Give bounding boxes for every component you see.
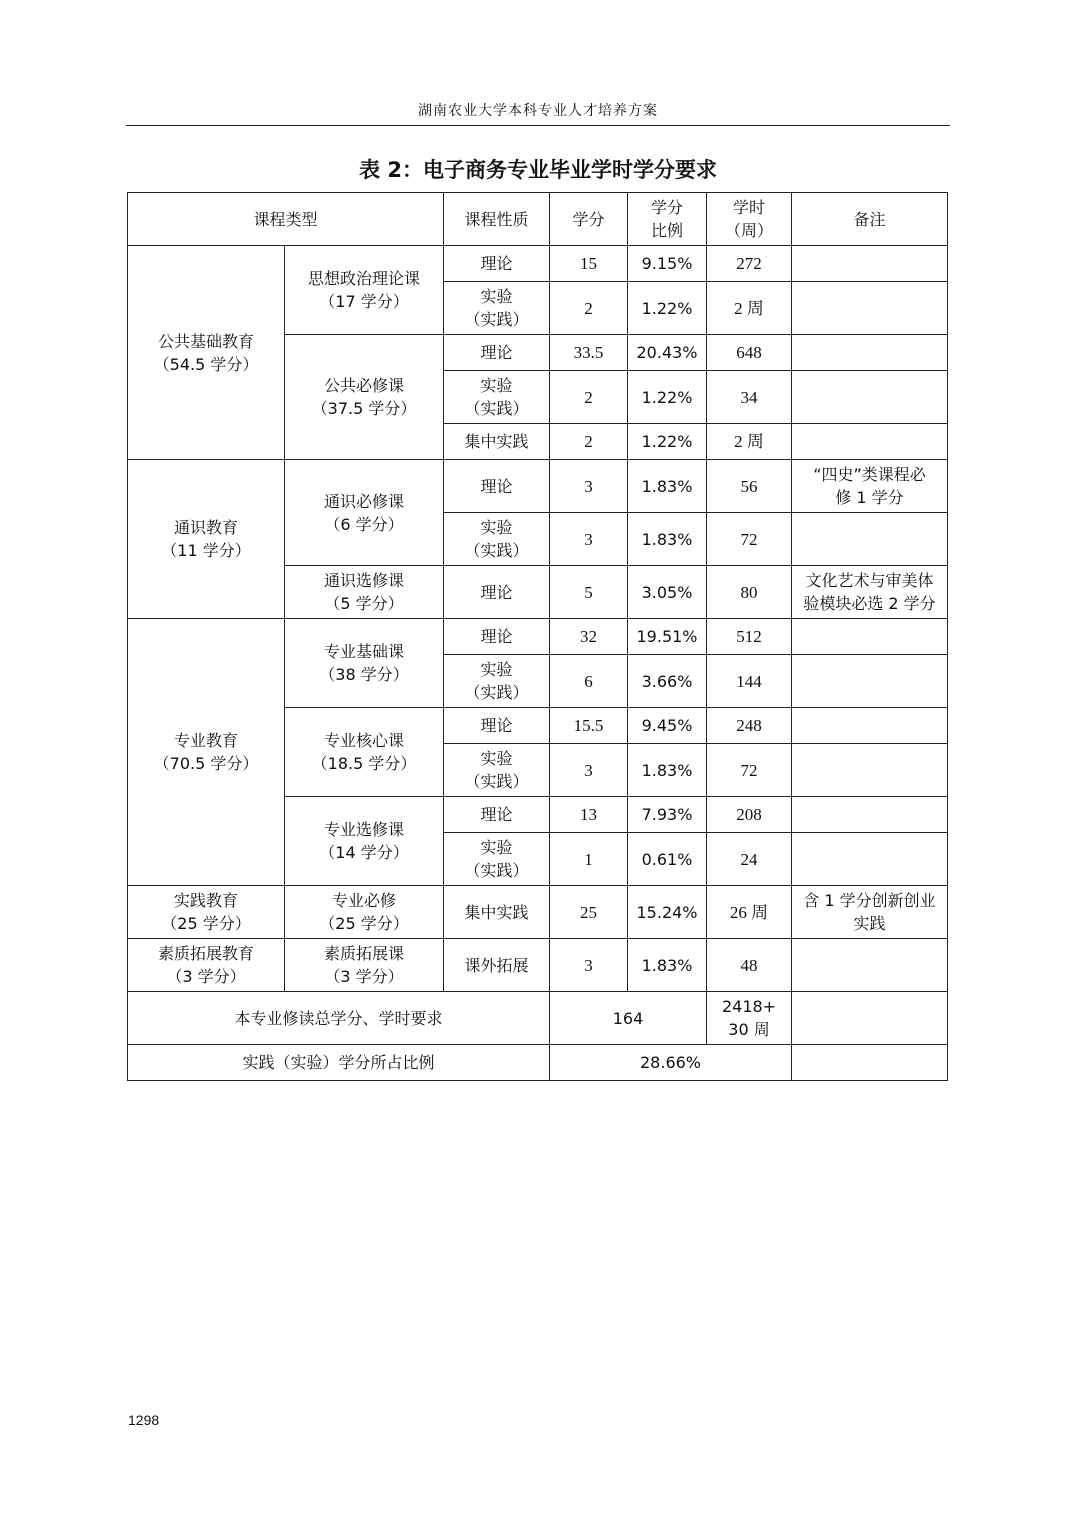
- nature-line-1: 实验: [480, 838, 513, 857]
- cell-hours: [707, 335, 792, 371]
- total-hours: [707, 992, 792, 1045]
- cell-credits: 25: [550, 886, 628, 939]
- cell-ratio: 1.22%: [628, 371, 707, 424]
- cell-credits: 5: [550, 566, 628, 619]
- cell-nature: [444, 566, 550, 619]
- cell-credits: 3: [550, 744, 628, 797]
- subgroup-major-practice-name: 专业必修: [332, 891, 397, 910]
- subgroup-cell-politics: [285, 246, 444, 335]
- subgroup-politics-credits: （17 学分）: [319, 292, 409, 311]
- header-category: 课程类型: [128, 193, 444, 246]
- subgroup-cell-general-required: [285, 460, 444, 566]
- cell-ratio: 7.93%: [628, 797, 707, 833]
- cell-hours: [707, 460, 792, 513]
- notes-line-2: 修 1 学分: [835, 488, 904, 507]
- nature-line-1: 实验: [480, 518, 513, 537]
- cell-hours: [707, 619, 792, 655]
- cell-nature: [444, 708, 550, 744]
- cell-hours: [707, 797, 792, 833]
- cell-ratio: 1.83%: [628, 939, 707, 992]
- subgroup-major-basic-name: 专业基础课: [324, 642, 405, 661]
- cell-ratio: 20.43%: [628, 335, 707, 371]
- cell-nature: [444, 335, 550, 371]
- notes-line-2: 验模块必选 2 学分: [803, 594, 936, 613]
- header-rule: [126, 125, 950, 126]
- subgroup-politics-name: 思想政治理论课: [308, 269, 421, 288]
- nature-line-1: 理论: [480, 582, 513, 602]
- hours-line-1: 2 周: [734, 432, 764, 451]
- cell-notes: [792, 619, 948, 655]
- hours-line-1: 72: [740, 760, 758, 780]
- cell-credits: 1: [550, 833, 628, 886]
- header-hours-line-1: 学时: [733, 198, 766, 217]
- group-general-credits: （11 学分）: [161, 541, 251, 560]
- cell-credits: 3: [550, 513, 628, 566]
- header-nature: 课程性质: [444, 193, 550, 246]
- subgroup-public-required-name: 公共必修课: [324, 376, 405, 395]
- cell-notes: [792, 282, 948, 335]
- cell-ratio: 1.83%: [628, 513, 707, 566]
- cell-notes: [792, 335, 948, 371]
- cell-hours: [707, 566, 792, 619]
- group-practice-name: 实践教育: [173, 891, 238, 910]
- notes-line-1: “四史”类课程必: [813, 465, 926, 484]
- credit-requirements-table: [127, 192, 948, 1081]
- nature-line-2: （实践）: [464, 310, 529, 329]
- hours-line-1: 208: [736, 805, 762, 824]
- page-header: 湖南农业大学本科专业人才培养方案: [418, 103, 658, 119]
- cell-credits: 2: [550, 424, 628, 460]
- cell-credits: 32: [550, 619, 628, 655]
- total-row: [128, 992, 948, 1045]
- hours-line-1: 72: [740, 529, 758, 549]
- subgroup-major-core-credits: （18.5 学分）: [311, 754, 417, 773]
- notes-line-1: 含 1 学分创新创业: [803, 891, 936, 910]
- notes-line-1: 文化艺术与审美体: [805, 571, 934, 590]
- table-title: 表 2：电子商务专业毕业学时学分要求: [359, 158, 717, 182]
- header-ratio-line-2: 比例: [651, 221, 684, 240]
- hours-line-1: 2 周: [734, 298, 764, 318]
- cell-notes: [792, 513, 948, 566]
- hours-line-1: 48: [740, 955, 758, 975]
- subgroup-general-elective-name: 通识选修课: [324, 571, 405, 590]
- cell-ratio: 3.05%: [628, 566, 707, 619]
- subgroup-general-elective-credits: （5 学分）: [324, 594, 404, 613]
- nature-line-1: 理论: [480, 805, 513, 824]
- cell-credits: 2: [550, 371, 628, 424]
- cell-nature: [444, 513, 550, 566]
- practice-ratio-notes: [792, 1045, 948, 1081]
- hours-line-1: 144: [736, 671, 762, 691]
- cell-nature: [444, 797, 550, 833]
- table-header-row: [128, 193, 948, 246]
- header-credits: 学分: [550, 193, 628, 246]
- subgroup-quality-course-credits: （3 学分）: [324, 967, 404, 986]
- cell-ratio: 19.51%: [628, 619, 707, 655]
- group-public-name: 公共基础教育: [157, 331, 254, 351]
- cell-hours: [707, 708, 792, 744]
- subgroup-public-required-credits: （37.5 学分）: [311, 399, 417, 418]
- group-quality-credits: （3 学分）: [166, 967, 246, 986]
- total-credits: 164: [550, 992, 707, 1045]
- cell-notes: [792, 939, 948, 992]
- cell-hours: [707, 939, 792, 992]
- cell-nature: [444, 460, 550, 513]
- group-cell-general: [128, 460, 285, 619]
- cell-credits: 15.5: [550, 708, 628, 744]
- cell-hours: [707, 886, 792, 939]
- group-cell-major: [128, 619, 285, 886]
- cell-credits: 2: [550, 282, 628, 335]
- hours-line-1: 272: [736, 254, 762, 273]
- cell-hours: [707, 371, 792, 424]
- hours-line-1: 80: [740, 582, 758, 602]
- cell-ratio: 0.61%: [628, 833, 707, 886]
- cell-notes: [792, 833, 948, 886]
- cell-notes: [792, 566, 948, 619]
- cell-nature: [444, 744, 550, 797]
- subgroup-cell-major-elective: [285, 797, 444, 886]
- header-hours-line-2: （周）: [725, 221, 774, 240]
- cell-ratio: 1.22%: [628, 424, 707, 460]
- nature-line-1: 实验: [480, 287, 513, 306]
- nature-line-1: 理论: [480, 627, 513, 646]
- cell-nature: [444, 619, 550, 655]
- subgroup-cell-general-elective: [285, 566, 444, 619]
- table-row: [128, 460, 948, 513]
- cell-notes: [792, 886, 948, 939]
- nature-line-1: 理论: [480, 343, 513, 362]
- hours-line-1: 24: [740, 849, 758, 869]
- nature-line-2: （实践）: [464, 399, 529, 418]
- hours-line-1: 26 周: [729, 902, 769, 922]
- cell-ratio: 9.15%: [628, 246, 707, 282]
- cell-notes: [792, 460, 948, 513]
- hours-line-1: 512: [736, 627, 762, 646]
- cell-ratio: 3.66%: [628, 655, 707, 708]
- cell-hours: [707, 833, 792, 886]
- nature-line-1: 理论: [480, 254, 513, 273]
- subgroup-quality-course-name: 素质拓展课: [324, 944, 405, 963]
- nature-line-1: 理论: [480, 476, 513, 496]
- total-hours-line-1: 2418+: [721, 997, 777, 1016]
- cell-hours: [707, 424, 792, 460]
- cell-nature: [444, 246, 550, 282]
- header-hours: [707, 193, 792, 246]
- total-notes: [792, 992, 948, 1045]
- page-number: 1298: [128, 1412, 160, 1428]
- nature-line-2: （实践）: [464, 683, 529, 702]
- cell-nature: [444, 655, 550, 708]
- subgroup-general-required-credits: （6 学分）: [324, 514, 404, 534]
- cell-hours: [707, 246, 792, 282]
- hours-line-1: 648: [736, 343, 762, 362]
- subgroup-cell-major-core: [285, 708, 444, 797]
- nature-line-1: 理论: [480, 716, 513, 735]
- cell-notes: [792, 246, 948, 282]
- nature-line-1: 实验: [480, 749, 513, 768]
- total-label: 本专业修读总学分、学时要求: [128, 992, 550, 1045]
- cell-hours: [707, 513, 792, 566]
- cell-hours: [707, 655, 792, 708]
- subgroup-major-practice-credits: （25 学分）: [319, 914, 409, 933]
- cell-credits: 13: [550, 797, 628, 833]
- group-general-name: 通识教育: [173, 518, 238, 537]
- nature-line-2: （实践）: [464, 861, 529, 880]
- cell-ratio: 1.22%: [628, 282, 707, 335]
- hours-line-1: 56: [740, 476, 758, 496]
- group-public-credits: （54.5 学分）: [153, 354, 259, 374]
- header-ratio-line-1: 学分: [651, 198, 684, 217]
- cell-notes: [792, 744, 948, 797]
- practice-ratio-value: 28.66%: [550, 1045, 792, 1081]
- subgroup-cell-quality-course: [285, 939, 444, 992]
- subgroup-major-core-name: 专业核心课: [324, 731, 405, 750]
- cell-nature: [444, 371, 550, 424]
- cell-nature: [444, 282, 550, 335]
- subgroup-cell-major-basic: [285, 619, 444, 708]
- nature-line-1: 集中实践: [464, 432, 529, 451]
- cell-hours: [707, 744, 792, 797]
- cell-notes: [792, 655, 948, 708]
- group-practice-credits: （25 学分）: [161, 914, 251, 933]
- group-cell-public: [128, 246, 285, 460]
- group-cell-practice: [128, 886, 285, 939]
- cell-notes: [792, 797, 948, 833]
- cell-nature: [444, 886, 550, 939]
- cell-notes: [792, 371, 948, 424]
- header-ratio: [628, 193, 707, 246]
- cell-credits: 3: [550, 939, 628, 992]
- cell-nature: [444, 424, 550, 460]
- group-major-credits: （70.5 学分）: [153, 754, 259, 773]
- cell-notes: [792, 708, 948, 744]
- subgroup-cell-major-practice: [285, 886, 444, 939]
- hours-line-1: 34: [740, 387, 758, 407]
- hours-line-1: 248: [736, 716, 762, 735]
- subgroup-major-basic-credits: （38 学分）: [319, 665, 409, 684]
- nature-line-1: 课外拓展: [464, 955, 529, 975]
- nature-line-1: 实验: [480, 660, 513, 679]
- header-notes: 备注: [792, 193, 948, 246]
- nature-line-2: （实践）: [464, 772, 529, 791]
- practice-ratio-row: [128, 1045, 948, 1081]
- cell-ratio: 15.24%: [628, 886, 707, 939]
- table-row: [128, 886, 948, 939]
- cell-hours: [707, 282, 792, 335]
- cell-notes: [792, 424, 948, 460]
- cell-credits: 15: [550, 246, 628, 282]
- total-hours-line-2: 30 周: [728, 1020, 770, 1039]
- cell-nature: [444, 939, 550, 992]
- nature-line-1: 实验: [480, 376, 513, 395]
- cell-ratio: 9.45%: [628, 708, 707, 744]
- cell-ratio: 1.83%: [628, 460, 707, 513]
- cell-credits: 3: [550, 460, 628, 513]
- group-cell-quality: [128, 939, 285, 992]
- table-row: [128, 619, 948, 655]
- cell-credits: 33.5: [550, 335, 628, 371]
- subgroup-major-elective-name: 专业选修课: [324, 820, 405, 839]
- group-major-name: 专业教育: [173, 731, 238, 750]
- table-row: [128, 939, 948, 992]
- nature-line-1: 集中实践: [464, 902, 529, 922]
- subgroup-cell-public-required: [285, 335, 444, 460]
- cell-credits: 6: [550, 655, 628, 708]
- notes-line-2: 实践: [853, 914, 886, 933]
- nature-line-2: （实践）: [464, 541, 529, 560]
- cell-nature: [444, 833, 550, 886]
- subgroup-general-required-name: 通识必修课: [324, 491, 405, 511]
- group-quality-name: 素质拓展教育: [157, 944, 254, 963]
- practice-ratio-label: 实践（实验）学分所占比例: [128, 1045, 550, 1081]
- subgroup-major-elective-credits: （14 学分）: [319, 843, 409, 862]
- table-row: [128, 246, 948, 282]
- cell-ratio: 1.83%: [628, 744, 707, 797]
